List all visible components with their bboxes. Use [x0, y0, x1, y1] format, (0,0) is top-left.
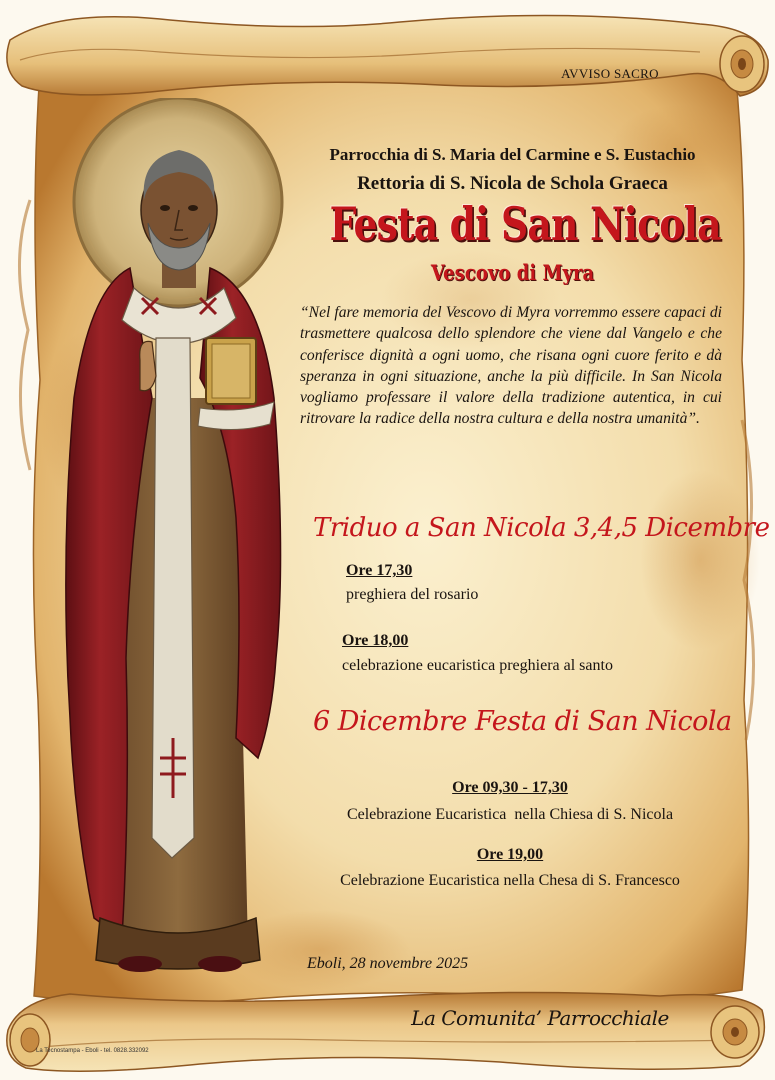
- signature: La Comunita’ Parrocchiale: [411, 1006, 669, 1030]
- triduo-heading: Triduo a San Nicola 3,4,5 Dicembre: [313, 513, 770, 543]
- event-description: celebrazione eucaristica preghiera al santo: [342, 657, 613, 674]
- event-time: Ore 09,30 - 17,30: [452, 779, 568, 796]
- date-line: Eboli, 28 novembre 2025: [307, 955, 469, 972]
- festa-heading: 6 Dicembre Festa di San Nicola: [313, 706, 732, 737]
- feast-title: Festa di San Nicola: [329, 197, 721, 251]
- event-time: Ore 17,30: [346, 562, 413, 579]
- rettoria-name: Rettoria di S. Nicola de Schola Graeca: [357, 173, 668, 194]
- feast-subtitle: Vescovo di Myra: [430, 260, 595, 285]
- avviso-sacro-label: AVVISO SACRO: [561, 66, 659, 81]
- saint-nicholas-icon: [60, 98, 300, 980]
- event-description: Celebrazione Eucaristica nella Chesa di S. Francesco: [340, 872, 680, 889]
- quote-text: “Nel fare memoria del Vescovo di Myra vorremmo essere capaci di trasmettere qualcosa dello splendore che viene dal Vangelo e che conferisce dignità a ogni uomo, che risana ogni cuore ferito e dà speranza in ogni situazione, anche la più difficile. In San Nicola vogliamo professare il valore della tradizione autentica, in cui ritrovare la radice della nostra cultura e della nostra umanità”.: [300, 304, 722, 428]
- event-time: Ore 18,00: [342, 632, 409, 649]
- event-time: Ore 19,00: [476, 846, 544, 863]
- printer-credit: La Tecnostampa - Eboli - tel. 0828.332092: [36, 1048, 149, 1054]
- event-description: preghiera del rosario: [346, 586, 479, 603]
- parish-name: Parrocchia di S. Maria del Carmine e S. Eustachio: [329, 145, 696, 164]
- event-description: Celebrazione Eucaristica nella Chiesa di S. Nicola: [346, 806, 674, 823]
